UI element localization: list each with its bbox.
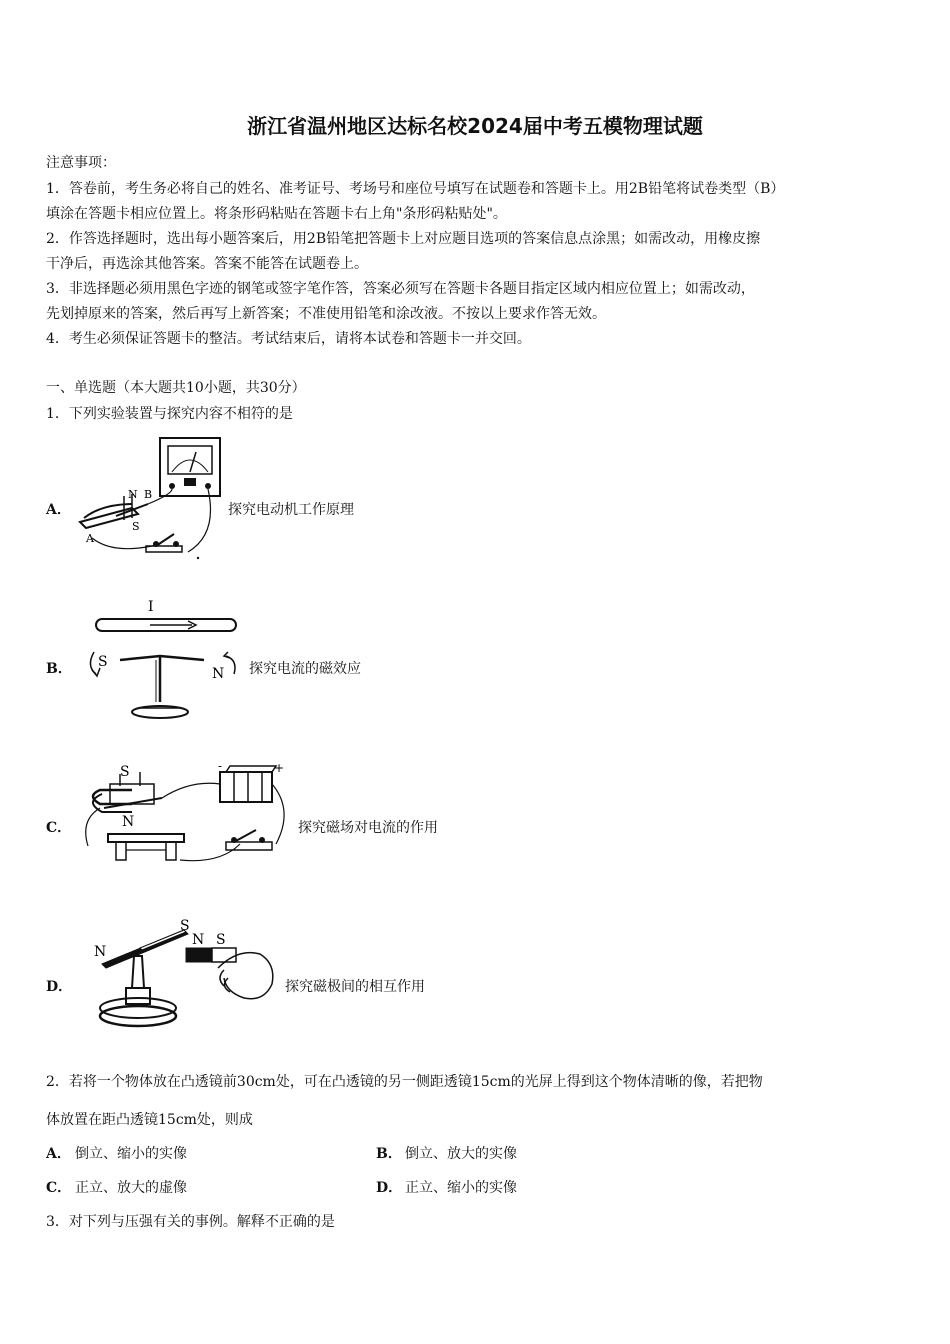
label-n-left: N	[94, 944, 107, 960]
notice-line: 4．考生必须保证答题卡的整洁。考试结束后，请将本试卷和答题卡一并交回。	[46, 331, 531, 347]
label-n: N	[122, 814, 135, 830]
label-n: N	[128, 488, 138, 501]
label-n: N	[212, 666, 225, 682]
q2-option-a-text: 倒立、缩小的实像	[75, 1146, 187, 1162]
q1-option-b-text: 探究电流的磁效应	[249, 661, 361, 677]
q1-option-d-label: D．	[46, 979, 73, 995]
label-s: S	[132, 520, 140, 533]
q2-option-b-label: B．	[376, 1146, 402, 1162]
label-s: S	[98, 654, 108, 670]
label-i: I	[148, 599, 154, 615]
question-1-stem: 1．下列实验装置与探究内容不相符的是	[46, 406, 293, 422]
section-heading: 一、单选题（本大题共10小题，共30分）	[46, 380, 306, 396]
notice-line: 3．非选择题必须用黑色字迹的钢笔或签字笔作答，答案必须写在答题卡各题目指定区域内相应位置上；如需改动，	[46, 281, 755, 297]
q2-option-b-text: 倒立、放大的实像	[405, 1146, 517, 1162]
notice-heading: 注意事项：	[46, 155, 116, 171]
q2-option-a-label: A．	[46, 1146, 71, 1162]
question-2-stem: 2．若将一个物体放在凸透镜前30cm处，可在凸透镜的另一侧距透镜15cm的光屏上得到这个物体清晰的像，若把物	[46, 1074, 763, 1090]
question-2-stem-continued: 体放置在距凸透镜15cm处，则成	[46, 1112, 253, 1128]
q1-option-c-label: C．	[46, 820, 72, 836]
label-s-magnet: S	[216, 932, 226, 948]
q2-option-d-text: 正立、缩小的实像	[405, 1180, 517, 1196]
q1-option-a-label: A．	[46, 502, 71, 518]
label-plus: +	[274, 761, 285, 775]
q2-option-d-label: D．	[376, 1180, 403, 1196]
q1-option-c-text: 探究磁场对电流的作用	[298, 820, 438, 836]
notice-line: 2．作答选择题时，选出每小题答案后，用2B铅笔把答题卡上对应题目选项的答案信息点涂黑；如需改动，用橡皮擦	[46, 231, 761, 247]
q2-option-c-text: 正立、放大的虚像	[75, 1180, 187, 1196]
notice-line: 干净后，再选涂其他答案。答案不能答在试题卷上。	[46, 256, 368, 272]
label-n-magnet: N	[192, 932, 205, 948]
q2-option-c-label: C．	[46, 1180, 72, 1196]
label-a: A	[86, 532, 94, 545]
label-b: B	[144, 488, 153, 501]
label-s-top: S	[180, 918, 190, 934]
q1-option-b-label: B．	[46, 661, 72, 677]
question-3-stem: 3．对下列与压强有关的事例。解释不正确的是	[46, 1214, 335, 1230]
notice-line: 填涂在答题卡相应位置上。将条形码粘贴在答题卡右上角"条形码粘贴处"。	[46, 206, 507, 222]
oersted-apparatus-figure	[80, 594, 245, 724]
q1-option-d-text: 探究磁极间的相互作用	[285, 979, 425, 995]
notice-line: 1．答卷前，考生务必将自己的姓名、准考证号、考场号和座位号填写在试题卷和答题卡上。用2B铅笔将试卷类型（B）	[46, 181, 785, 197]
motor-apparatus-figure	[72, 434, 232, 564]
q1-option-a-text: 探究电动机工作原理	[228, 502, 354, 518]
notice-line: 先划掉原来的答案，然后再写上新答案；不准使用铅笔和涂改液。不按以上要求作答无效。	[46, 306, 606, 322]
label-s: S	[120, 764, 130, 780]
page-title: 浙江省温州地区达标名校2024届中考五模物理试题	[247, 114, 703, 138]
magnetic-force-apparatus-figure	[80, 760, 295, 870]
magnet-poles-apparatus-figure	[88, 918, 283, 1033]
label-minus: -	[218, 760, 223, 773]
